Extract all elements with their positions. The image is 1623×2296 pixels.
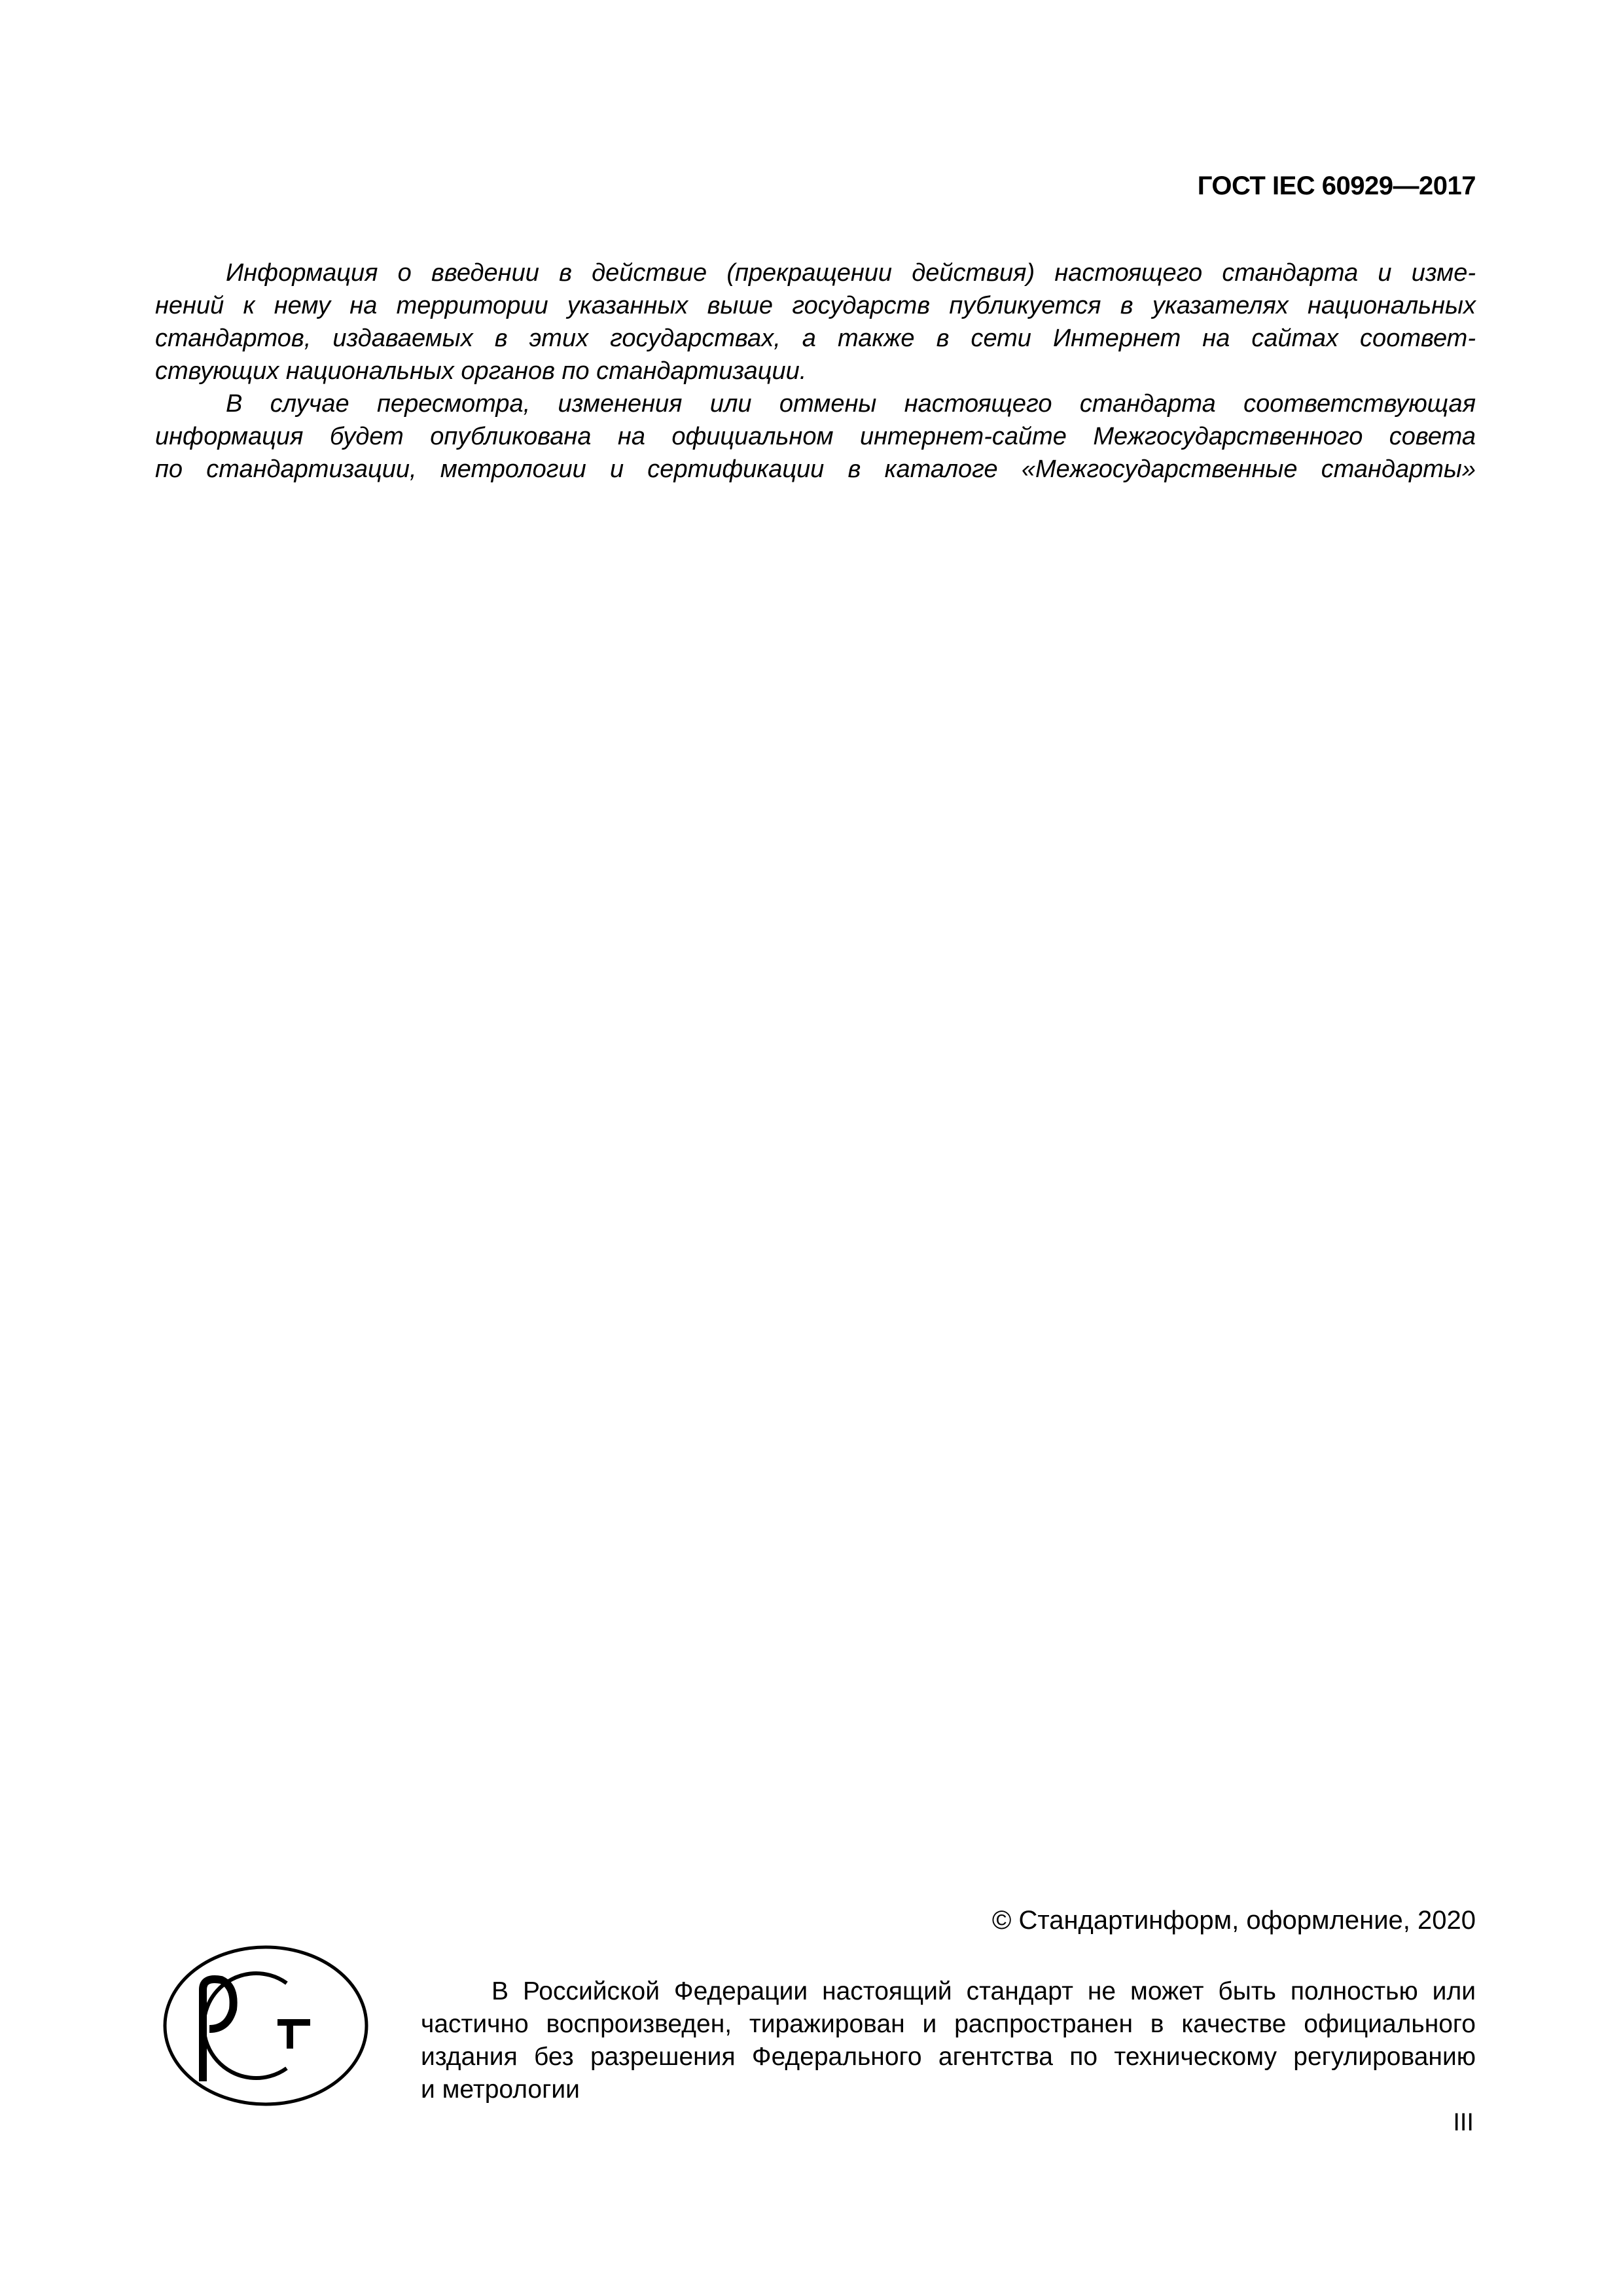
text-line: частично воспроизведен, тиражирован и распространен в качестве официального <box>421 2010 1476 2038</box>
rst-logo-icon <box>162 1944 369 2108</box>
text-line: ствующих национальных органов по стандартизации. <box>155 357 807 385</box>
text-line: нений к нему на территории указанных выше государств публикуется в указателях национальных <box>155 292 1476 319</box>
text-line: по стандартизации, метрологии и сертификации в каталоге «Межгосударственные стандарты» <box>155 456 1476 483</box>
text-line: Информация о введении в действие (прекращении действия) настоящего стандарта и изме- <box>226 259 1476 287</box>
reproduction-notice <box>421 1975 1476 2106</box>
text-line: В случае пересмотра, изменения или отмены настоящего стандарта соответствующая <box>226 390 1476 418</box>
page-number: III <box>1453 2109 1474 2136</box>
info-paragraph-1 <box>155 257 1476 486</box>
copyright-notice: © Стандартинформ, оформление, 2020 <box>991 1906 1476 1935</box>
text-line: В Российской Федерации настоящий стандарт не может быть полностью или <box>491 1977 1476 2005</box>
text-line: и метрологии <box>421 2075 580 2104</box>
text-line: издания без разрешения Федерального агентства по техническому регулированию <box>421 2043 1476 2071</box>
text-line: стандартов, издаваемых в этих государствах, а также в сети Интернет на сайтах соответ- <box>155 325 1476 352</box>
text-line: информация будет опубликована на официальном интернет-сайте Межгосударственного совета <box>155 423 1476 450</box>
document-id-header: ГОСТ IEC 60929—2017 <box>1197 171 1476 200</box>
